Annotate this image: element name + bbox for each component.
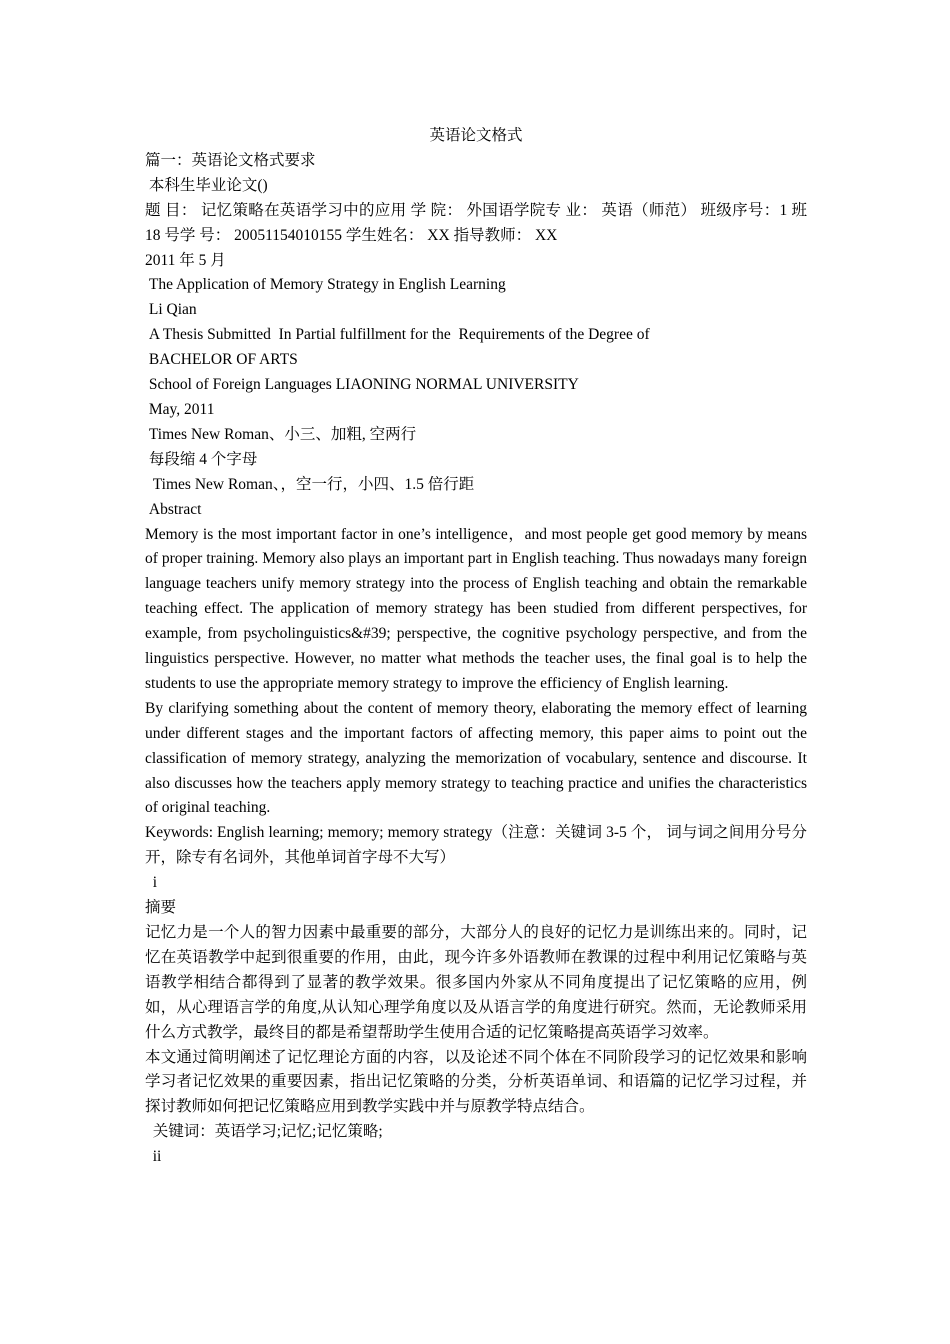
abstract-paragraph-2: By clarifying something about the content of memory theory, elaborating the memory effect of learning under different stages and the important factors of affecting memory, this paper aims to point out the classification of memory strategy, analyzing the memorization of vocabulary, sentence and discourse. It also discusses how the teachers apply memory strategy to teaching practice and unifies the characteristics of original teaching. bbox=[145, 699, 807, 817]
format-note-3: Times New Roman、，空一行，小四、1.5 倍行距 bbox=[145, 475, 475, 493]
english-title: The Application of Memory Strategy in English Learning bbox=[145, 276, 506, 294]
document-page bbox=[145, 124, 807, 1170]
school-name: School of Foreign Languages LIAONING NORMAL UNIVERSITY bbox=[145, 376, 579, 394]
author-name: Li Qian bbox=[145, 301, 197, 319]
cover-info: 题 目： 记忆策略在英语学习中的应用 学 院： 外国语学院专 业： 英语（师范） 班级序号：1 班 18 号学 号： 20051154010155 学生姓名： XX 指导教师： XX bbox=[145, 201, 807, 244]
document-title: 英语论文格式 bbox=[429, 127, 523, 144]
english-date: May, 2011 bbox=[145, 400, 215, 418]
chapter-heading: 篇一：英语论文格式要求 bbox=[145, 151, 316, 169]
abstract-heading: Abstract bbox=[145, 500, 202, 518]
degree-name: BACHELOR OF ARTS bbox=[145, 351, 298, 369]
cover-date: 2011 年 5 月 bbox=[145, 251, 226, 269]
format-note-2: 每段缩 4 个字母 bbox=[145, 450, 258, 468]
thesis-statement: A Thesis Submitted In Partial fulfillment for the Requirements of the Degree of bbox=[145, 326, 650, 344]
chinese-abstract-paragraph-2: 本文通过简明阐述了记忆理论方面的内容，以及论述不同个体在不同阶段学习的记忆效果和影响学习者记忆效果的重要因素，指出记忆策略的分类，分析英语单词、和语篇的记忆学习过程，并探讨教师如何把记忆策略应用到教学实践中并与原教学特点结合。 bbox=[145, 1048, 807, 1116]
page-number-i: i bbox=[145, 874, 158, 892]
abstract-paragraph-1: Memory is the most important factor in one’s intelligence，and most people get good memory by means of proper training. Memory also plays an important part in English teaching. Thus nowadays many foreign language teachers unify memory strategy into the process of English teaching and obtain the remarkable teaching effect. The application of memory strategy has been studied from different perspectives, for example, from psycholinguistics&#39; perspective, the cognitive psychology perspective, and from the linguistics perspective. However, no matter what methods the teacher uses, the final goal is to help the students to use the appropriate memory strategy to improve the efficiency of English learning. bbox=[145, 525, 807, 692]
keywords-english: Keywords: English learning; memory; memory strategy（注意：关键词 3-5 个， 词与词之间用分号分开，除专有名词外，其他单词首字母不大写） bbox=[145, 824, 807, 867]
keywords-chinese: 关键词：英语学习;记忆;记忆策略; bbox=[145, 1123, 383, 1141]
chinese-abstract-paragraph-1: 记忆力是一个人的智力因素中最重要的部分，大部分人的良好的记忆力是训练出来的。同时，记忆在英语教学中起到很重要的作用，由此，现今许多外语教师在教课的过程中利用记忆策略与英语教学相结合都得到了显著的教学效果。很多国内外家从不同角度提出了记忆策略的应用，例如，从心理语言学的角度,从认知心理学角度以及从语言学的角度进行研究。然而，无论教师采用什么方式教学，最终目的都是希望帮助学生使用合适的记忆策略提高英语学习效率。 bbox=[145, 924, 807, 1041]
format-note-1: Times New Roman、小三、加粗, 空两行 bbox=[145, 425, 417, 443]
thesis-label: 本科生毕业论文() bbox=[145, 176, 268, 194]
chinese-abstract-heading: 摘要 bbox=[145, 899, 177, 917]
page-number-ii: ii bbox=[145, 1148, 162, 1166]
